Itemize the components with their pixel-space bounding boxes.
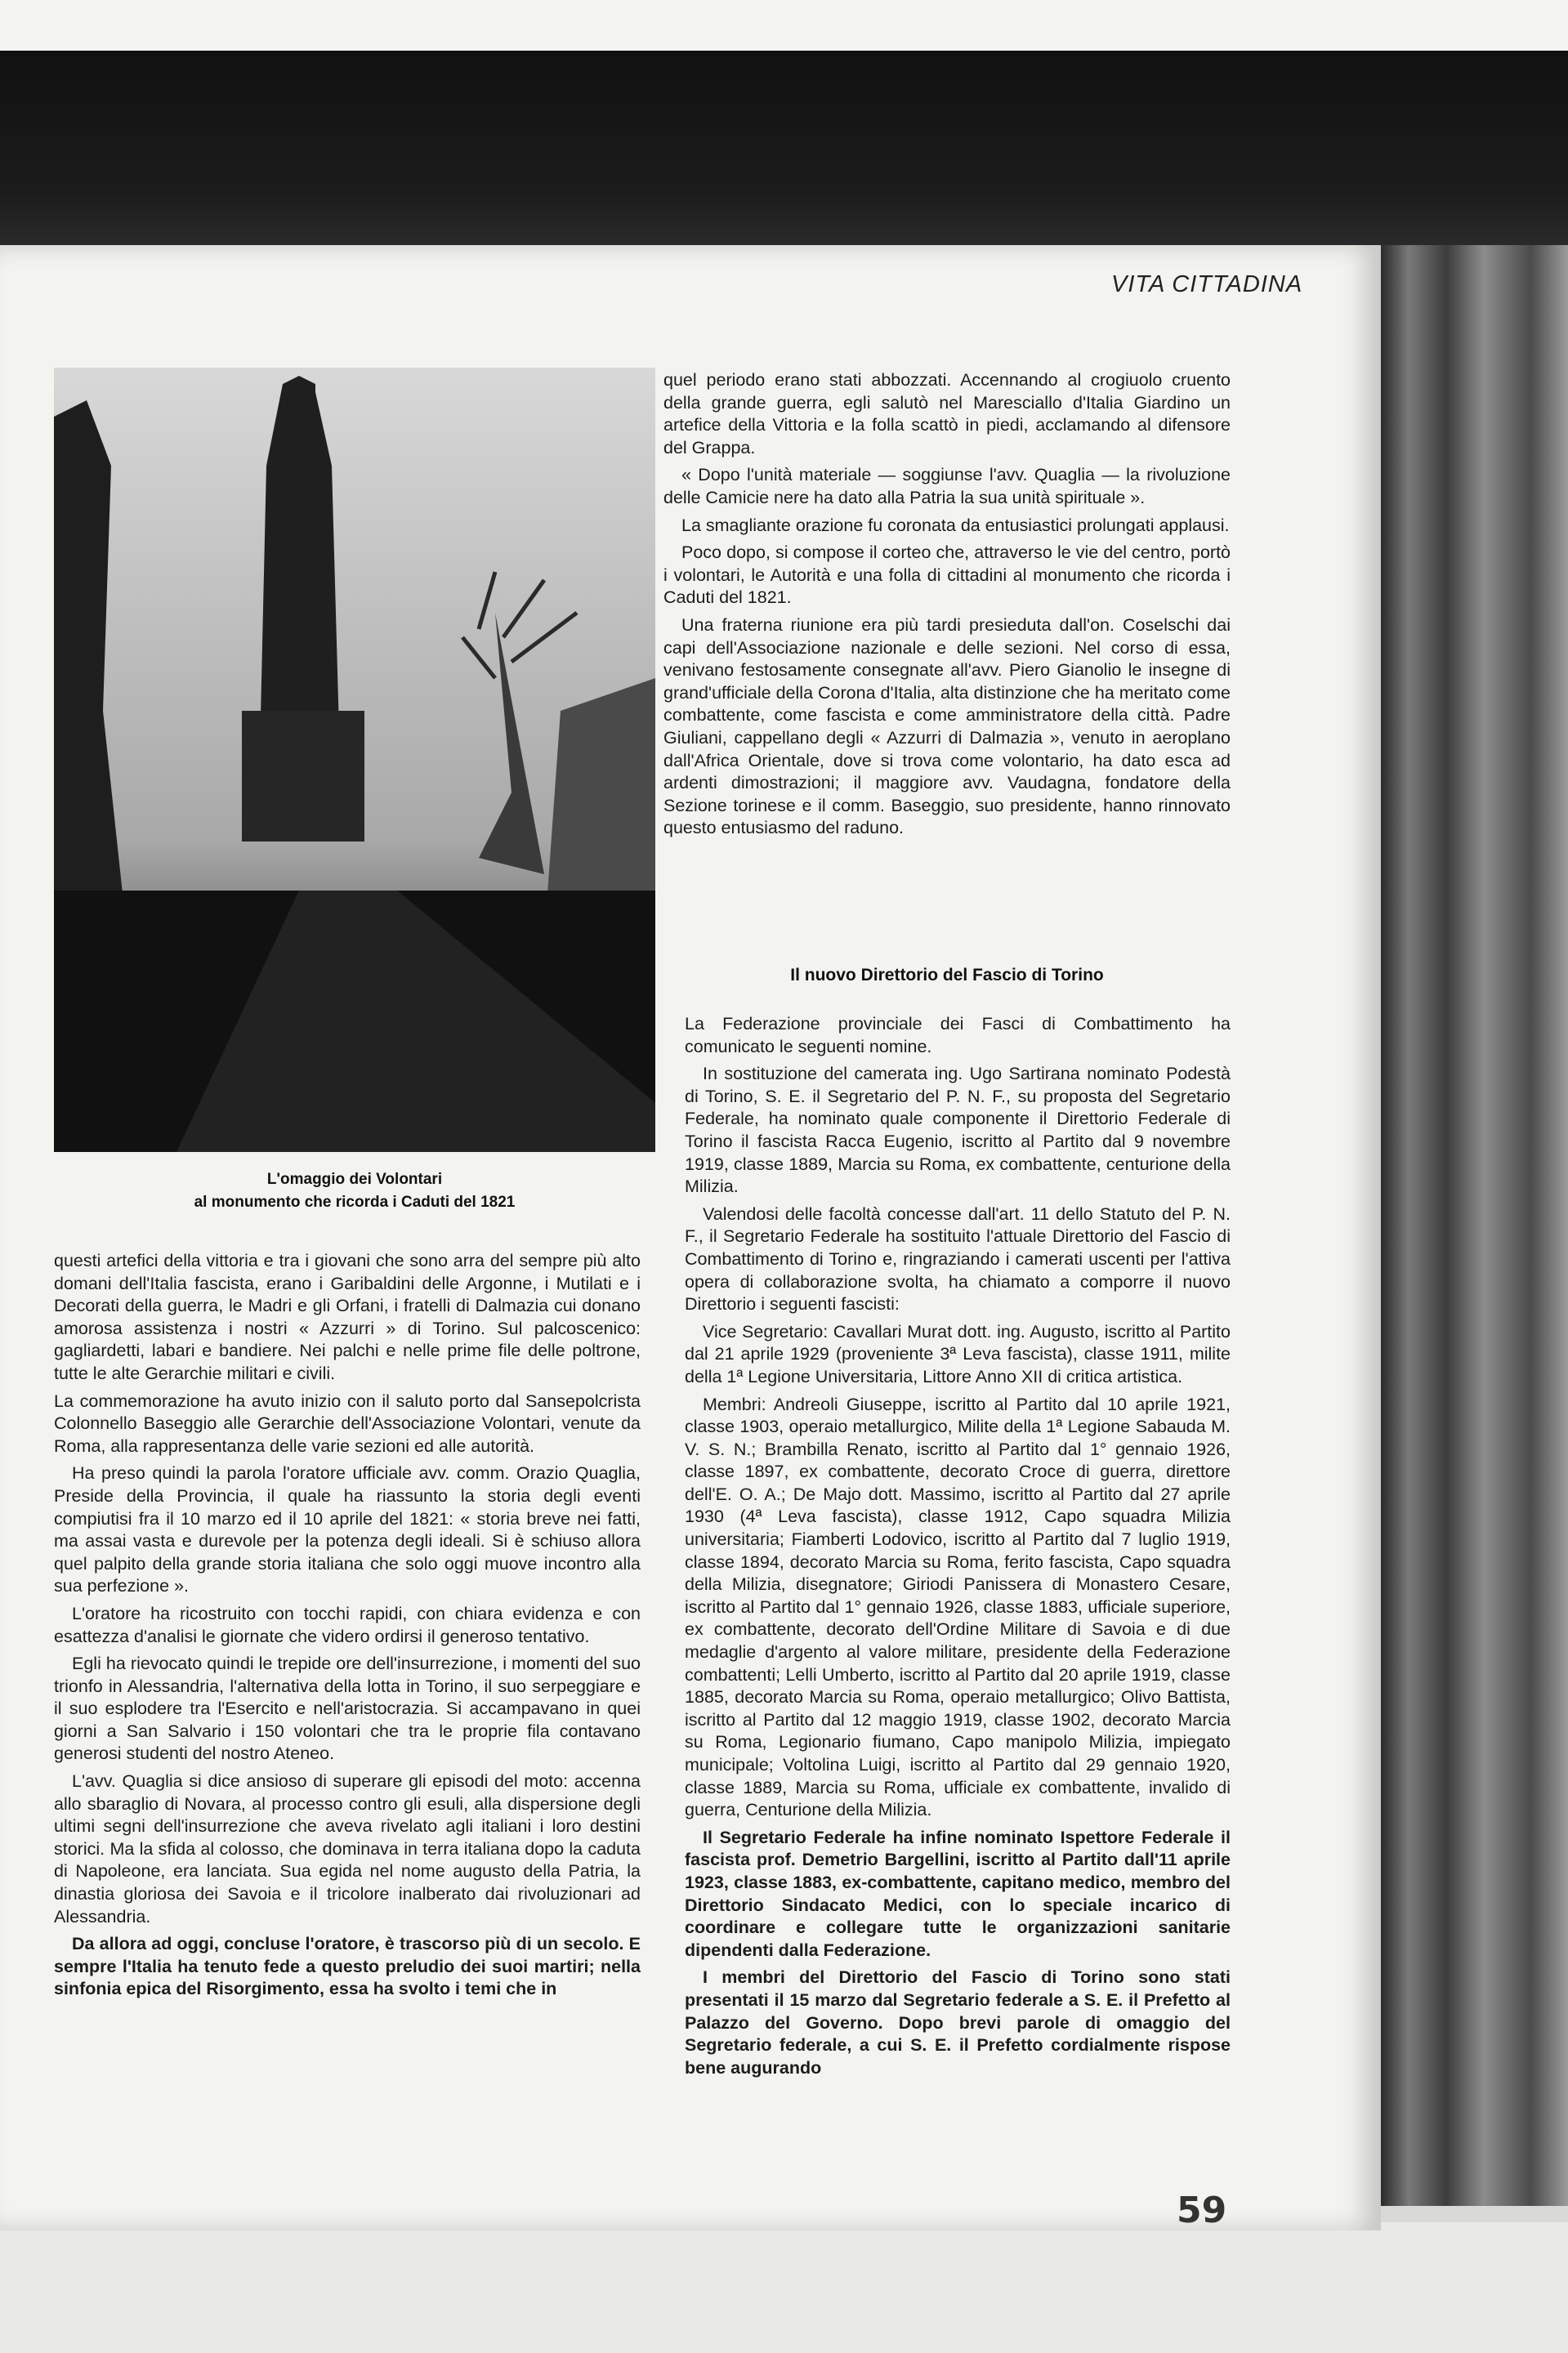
scan-margin-top [0,0,1568,51]
paragraph: Ha preso quindi la parola l'oratore ufficiale avv. comm. Orazio Quaglia, Preside della Provincia, il quale ha riassunto la storia degli eventi compiutisi fra il 10 marzo ed il 10 aprile del 1821: « storia breve nei fatti, ma assai vasta e durevole per la potenza degli ideali. Si è schiuso allora quel palpito della grande storia italiana che solo oggi muove incontro alla sua perfezione ». [54,1463,641,1596]
paragraph: La commemorazione ha avuto inizio con il saluto porto dal Sansepolcrista Colonnello Baseggio alle Gerarchie dell'Associazione Volontari, venute da Roma, alla rappresentanza delle varie sezioni ed alle autorità. [54,1391,641,1456]
left-column [54,1250,641,2006]
paragraph: La Federazione provinciale dei Fasci di Combattimento ha comunicato le seguenti nomine. [685,1014,1231,1056]
paragraph: Valendosi delle facoltà concesse dall'art. 11 dello Statuto del P. N. F., il Segretario Federale ha sostituito l'attuale Direttorio del Fascio di Combattimento di Torino e, ringraziando i camerati uscenti per l'attiva opera di collaborazione svolta, ha chiamato a comporre il nuovo Direttorio i seguenti fascisti: [685,1203,1231,1315]
page-number: 59 [1177,2190,1227,2231]
scan-book-edge [1381,245,1568,2206]
right-column-bottom [685,1013,1231,2084]
paragraph: Da allora ad oggi, concluse l'oratore, è trascorso più di un secolo. E sempre l'Italia ha tenuto fede a questo preludio dei suoi martiri; nella sinfonia epica del Risorgimento, essa ha svolto i temi che in [54,1934,641,1999]
paragraph: quel periodo erano stati abbozzati. Accennando al crogiuolo cruento della grande guerra, egli salutò nel Maresciallo d'Italia Giardino un artefice della Vittoria e la folla scattò in piedi, acclamando al difensore del Grappa. [663,370,1231,458]
paragraph: questi artefici della vittoria e tra i giovani che sono arra del sempre più alto domani dell'Italia fascista, erano i Garibaldini delle Argonne, i Mutilati e i Decorati della guerra, le Madri e gli Orfani, i fratelli di Dalmazia cui donano amorosa assistenza i nostri « Azzurri » di Torino. Sul palcoscenico: gagliardetti, labari e bandiere. Nei palchi e nelle prime file delle poltrone, tutte le alte Gerarchie militari e civili. [54,1251,641,1383]
caption-line: L'omaggio dei Volontari [266,1171,443,1188]
paragraph: Una fraterna riunione era più tardi presieduta dall'on. Coselschi dai capi dell'Associazione nazionale e delle sezioni. Nel corso di essa, venivano festosamente consegnate all'avv. Piero Gianolio le insegne di grand'ufficiale della Corona d'Italia, alta distinzione che ha meritato come combattente, come fascista e come amministratore della città. Padre Giuliani, cappellano degli « Azzurri di Dalmazia », venuto in aeroplano dall'Africa Orientale, dove si trova come volontario, ha dato esca ad ardenti dimostrazioni; il maggiore avv. Vaudagna, fondatore della Sezione torinese e il comm. Baseggio, suo presidente, hanno rinnovato questo entusiasmo del raduno. [663,614,1231,838]
paragraph: « Dopo l'unità materiale — soggiunse l'avv. Quaglia — la rivoluzione delle Camicie nere ha dato alla Patria la sua unità spirituale ». [663,465,1231,507]
running-head: VITA CITTADINA [1111,271,1303,297]
monument-photo-icon [54,368,655,1152]
paragraph: L'avv. Quaglia si dice ansioso di superare gli episodi del moto: accenna allo sbaraglio di Novara, al processo contro gli esuli, alla dispersione degli ultimi segni dell'insurrezione che aveva rivelato agli italiani i loro destini storici. Ma la sfida al colosso, che dominava in terra italiana dopo la caduta di Napoleone, era lanciata. Sua egida nel nome augusto della Patria, la dinastia gloriosa dei Savoia e il tricolore inalberato dai rivoluzionari ad Alessandria. [54,1771,641,1927]
scan-dark-band [0,51,1568,247]
paragraph: L'oratore ha ricostruito con tocchi rapidi, con chiara evidenza e con esattezza d'analisi le giornate che videro ordirsi il generoso tentativo. [54,1603,641,1646]
paragraph: Il Segretario Federale ha infine nominato Ispettore Federale il fascista prof. Demetrio Bargellini, iscritto al Partito dall'11 aprile 1923, classe 1883, ex-combattente, capitano medico, membro del Direttorio Sindacato Medici, con lo speciale incarico di coordinare e collegare tutte le organizzazioni sanitarie dipendenti dalla Federazione. [685,1827,1231,1960]
photo-caption [54,1168,655,1214]
magazine-page [0,245,1381,2230]
paragraph: La smagliante orazione fu coronata da entusiastici prolungati applausi. [681,515,1230,535]
paragraph: Membri: Andreoli Giuseppe, iscritto al Partito dal 10 aprile 1921, classe 1903, operaio metallurgico, Milite della 1ª Legione Sabauda M. V. S. N.; Brambilla Renato, iscritto al Partito dal 1° gennaio 1926, classe 1897, ex combattente, decorato Croce di guerra, direttore dell'E. O. A.; De Majo dott. Massimo, iscritto al Partito dal 27 aprile 1930 (4ª Leva fascista), classe 1912, Capo squadra Milizia universitaria; Fiamberti Lodovico, iscritto al Partito dal 7 luglio 1919, classe 1894, decorato Marcia su Roma, ferito fascista, Capo squadra della Milizia, disegnatore; Giriodi Panissera di Monastero Cesare, iscritto al Partito dal 1° gennaio 1926, classe 1883, ufficiale superiore, ex combattente, decorato dell'Ordine Militare di Savoia e di due medaglie d'argento al valore militare, presidente della Federazione combattenti; Lelli Umberto, iscritto al Partito dal 20 aprile 1919, classe 1885, decorato Marcia su Roma, operaio metallurgico; Olivo Battista, iscritto al Partito dal 12 maggio 1919, classe 1902, decorato Marcia su Roma, Legionario fiumano, Capo manipolo Milizia, impiegato municipale; Voltolina Luigi, iscritto al Partito dal 29 gennaio 1920, classe 1889, Marcia su Roma, ufficiale ex combattente, invalido di guerra, Centurione della Milizia. [685,1394,1231,1820]
paragraph: Poco dopo, si compose il corteo che, attraverso le vie del centro, portò i volontari, le Autorità e una folla di cittadini al monumento che ricorda i Caduti del 1821. [663,542,1231,608]
monument-photo [54,368,655,1152]
paragraph: In sostituzione del camerata ing. Ugo Sartirana nominato Podestà di Torino, S. E. il Segretario del P. N. F., su proposta del Segretario Federale, ha nominato quale componente il Direttorio Federale di Torino il fascista Racca Eugenio, iscritto al Partito dal 9 novembre 1919, classe 1889, Marcia su Roma, ex combattente, centurione della Milizia. [685,1064,1231,1197]
paragraph: Vice Segretario: Cavallari Murat dott. ing. Augusto, iscritto al Partito dal 21 aprile 1929 (proveniente 3ª Leva fascista), classe 1911, milite della 1ª Legione Universitaria, Littore Anno XII di critica artistica. [685,1321,1231,1386]
paragraph: Egli ha rievocato quindi le trepide ore dell'insurrezione, i momenti del suo trionfo in Alessandria, l'alternativa della lotta in Torino, il suo serpeggiare e il suo esplodere tra l'Esercito e nell'aristocrazia. Si accampavano in quei giorni a San Salvario i 150 volontari che tra le proprie fila contavano generosi studenti del nostro Ateneo. [54,1654,641,1764]
right-column-top [663,369,1231,845]
caption-line: al monumento che ricorda i Caduti del 1821 [194,1194,516,1211]
section-title: Il nuovo Direttorio del Fascio di Torino [790,966,1104,985]
paragraph: I membri del Direttorio del Fascio di Torino sono stati presentati il 15 marzo dal Segretario federale a S. E. il Prefetto al Palazzo del Governo. Dopo brevi parole di omaggio del Segretario federale, a cui S. E. il Prefetto cordialmente rispose bene augurando [685,1967,1231,2078]
scan-margin-bottom [0,2222,1568,2353]
